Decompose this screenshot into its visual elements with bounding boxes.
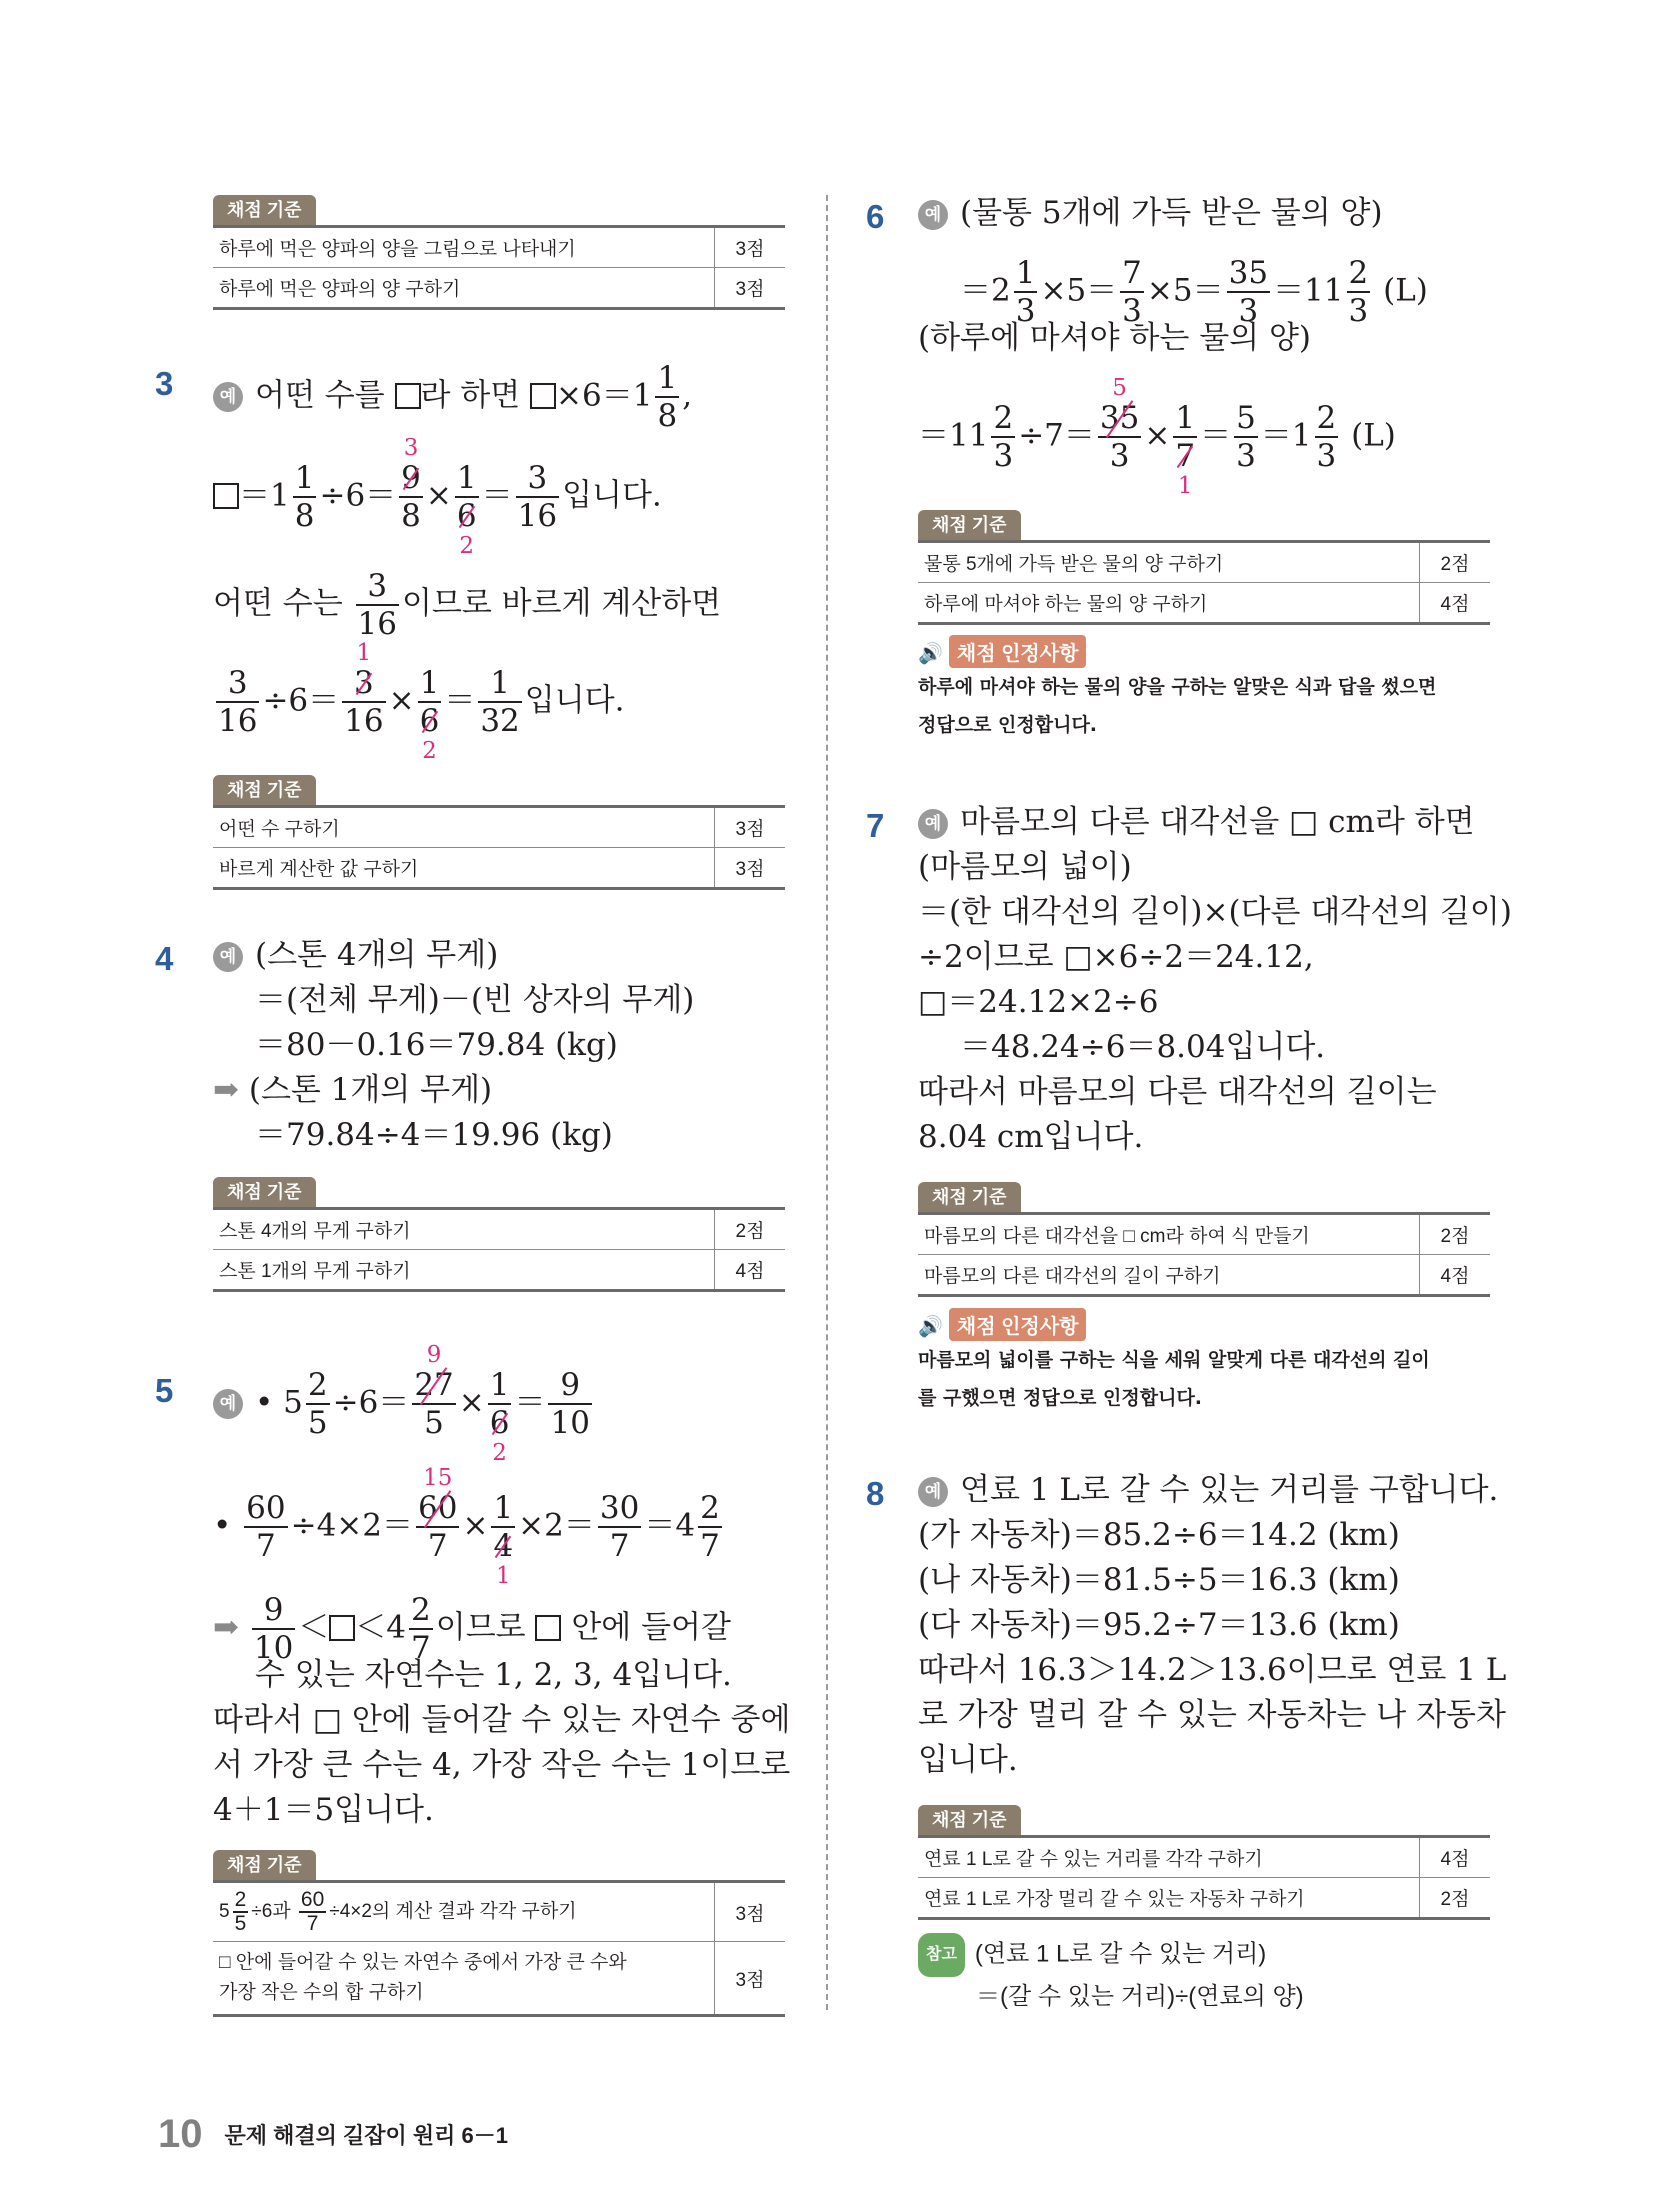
rubric-tag: 채점 기준: [213, 195, 316, 225]
arrow-icon: ➡: [213, 1072, 239, 1108]
q8-line4: (다 자동차)＝95.2÷7＝13.6 (km): [918, 1607, 1400, 1643]
blank-box: [530, 383, 556, 409]
q7-line5: □＝24.12×2÷6: [918, 984, 1159, 1020]
page-number: 10: [158, 2112, 203, 2156]
q7-accept-note: 마름모의 넓이를 구하는 식을 세워 알맞게 다른 대각선의 길이 를 구했으면 정답으로 인정합니다.: [918, 1349, 1430, 1409]
blank-box: [213, 483, 239, 509]
column-divider: [826, 195, 828, 2010]
q6-line3: (하루에 마셔야 하는 물의 양): [918, 320, 1312, 356]
question-number: 5: [155, 1372, 174, 1409]
q3-line1: 예 어떤 수를 라 하면 ×6＝1 $\frac{1}{8}$ ,: [213, 360, 692, 434]
q7-line8: 8.04 cm입니다.: [918, 1119, 1144, 1155]
table-row: 하루에 먹은 양파의 양을 그림으로 나타내기 3점: [213, 227, 785, 268]
blank-box: [395, 383, 421, 409]
q4-line5: ＝79.84÷4＝19.96 (kg): [255, 1117, 613, 1153]
rubric-table-q2: [213, 225, 785, 310]
q7-line7: 따라서 마름모의 다른 대각선의 길이는: [918, 1074, 1437, 1110]
table-row: 연료 1 L로 가장 멀리 갈 수 있는 자동차 구하기 2점: [918, 1878, 1490, 1919]
example-badge: 예: [213, 382, 243, 412]
q6-line2: ＝2 $\frac{1}{3}$ ×5＝ $\frac{7}{3}$ ×5＝ $\frac{35}{3}$ ＝11 $\frac{2}{3}$ (L): [960, 255, 1428, 329]
question-number: 8: [866, 1475, 885, 1512]
q5-line3: ➡ $\frac{9}{10}$ ＜ ＜4 $\frac{2}{7}$ 이므로 안에 들어갈: [213, 1592, 731, 1666]
example-badge: 예: [918, 809, 948, 839]
table-row: 스톤 4개의 무게 구하기 2점: [213, 1209, 785, 1250]
rubric-table-q6: [918, 540, 1490, 625]
q7-line2: (마름모의 넓이): [918, 849, 1132, 885]
rubric-table-q4: [213, 1207, 785, 1292]
table-row: 연료 1 L로 갈 수 있는 거리를 각각 구하기 4점: [918, 1837, 1490, 1878]
blank-box: [535, 1615, 561, 1641]
q8-line7: 입니다.: [918, 1742, 1018, 1778]
table-row: 어떤 수 구하기 3점: [213, 807, 785, 848]
book-title: 문제 해결의 길잡이 원리 6－1: [224, 2123, 508, 2148]
example-badge: 예: [213, 1389, 243, 1419]
rubric-tag: 채점 기준: [213, 775, 316, 805]
table-row: 물통 5개에 가득 받은 물의 양 구하기 2점: [918, 542, 1490, 583]
q5-line6: 서 가장 큰 수는 4, 가장 작은 수는 1이므로: [213, 1747, 791, 1783]
q6-line4: ＝11 $\frac{2}{3}$ ÷7＝ 35 5 3 × 1 7 1 ＝ $\frac{5}{3}$ ＝1 $\frac{2}{3}$ (L): [918, 375, 1396, 499]
q4-line4: ➡ (스톤 1개의 무게): [213, 1072, 493, 1108]
rubric-table-q3: [213, 805, 785, 890]
accept-header: 🔊 채점 인정사항: [918, 635, 1086, 668]
table-row: 바르게 계산한 값 구하기 3점: [213, 848, 785, 889]
q3-line4: $\frac{3}{16}$ ÷6＝ 3 1 16 × 1 6 2 ＝ $\frac{1}{32}$ 입니다.: [218, 640, 625, 764]
q8-note-line1: 참고 (연료 1 L로 갈 수 있는 거리): [918, 1933, 1266, 1977]
q7-line4: ÷2이므로 □×6÷2＝24.12,: [918, 939, 1314, 975]
q5-line5: 따라서 □ 안에 들어갈 수 있는 자연수 중에: [213, 1702, 791, 1738]
table-row: 5 $\frac{2}{5}$ ÷6과 $\frac{60}{7}$ ÷4×2의 계산 결과 각각 구하기 3점: [213, 1882, 785, 1942]
q3-line2: ＝1 $\frac{1}{8}$ ÷6＝ 9 3 8 × 1 6 2 ＝ $\frac{3}{16}$ 입니다.: [213, 460, 662, 534]
question-number: 3: [155, 365, 174, 402]
q6-accept-note: 하루에 마셔야 하는 물의 양을 구하는 알맞은 식과 답을 썼으면 정답으로 인정합니다.: [918, 676, 1437, 736]
rubric-tag: 채점 기준: [213, 1177, 316, 1207]
q4-line3: ＝80－0.16＝79.84 (kg): [255, 1027, 618, 1063]
q7-line6: ＝48.24÷6＝8.04입니다.: [960, 1029, 1326, 1065]
accept-header: 🔊 채점 인정사항: [918, 1308, 1086, 1341]
rubric-tag: 채점 기준: [918, 510, 1021, 540]
page-footer: [158, 2112, 508, 2157]
q8-line3: (나 자동차)＝81.5÷5＝16.3 (km): [918, 1562, 1400, 1598]
q6-line1: 예 (물통 5개에 가득 받은 물의 양): [918, 193, 1383, 233]
speaker-icon: 🔊: [918, 1316, 943, 1338]
rubric-tag: 채점 기준: [918, 1805, 1021, 1835]
q4-line1: 예 (스톤 4개의 무게): [213, 935, 498, 975]
note-badge: 참고: [918, 1933, 965, 1977]
example-badge: 예: [918, 200, 948, 230]
q7-line1: 예 마름모의 다른 대각선을 □ cm라 하면: [918, 802, 1475, 842]
q8-line1: 예 연료 1 L로 갈 수 있는 거리를 구합니다.: [918, 1470, 1498, 1510]
q8-line6: 로 가장 멀리 갈 수 있는 자동차는 나 자동차: [918, 1697, 1506, 1733]
speaker-icon: 🔊: [918, 643, 943, 665]
q3-line3: 어떤 수는 $\frac{3}{16}$ 이므로 바르게 계산하면: [213, 568, 722, 642]
q7-line3: ＝(한 대각선의 길이)×(다른 대각선의 길이): [918, 894, 1512, 930]
blank-box: [329, 1615, 355, 1641]
q8-line2: (가 자동차)＝85.2÷6＝14.2 (km): [918, 1517, 1400, 1553]
q5-line1: 예 • 5 $\frac{2}{5}$ ÷6＝ 27 9 5 × 1 6 2 ＝ $\frac{9}{10}$: [213, 1367, 595, 1441]
question-number: 7: [866, 807, 885, 844]
rubric-table-q5: [213, 1880, 785, 2017]
question-number: 4: [155, 940, 174, 977]
rubric-tag: 채점 기준: [918, 1182, 1021, 1212]
rubric-tag: 채점 기준: [213, 1850, 316, 1880]
example-badge: 예: [918, 1477, 948, 1507]
table-row: 하루에 먹은 양파의 양 구하기 3점: [213, 268, 785, 309]
rubric-table-q8: [918, 1835, 1490, 1920]
q5-line2: • $\frac{60}{7}$ ÷4×2＝ 60 15 7 × 1 4 1 ×2＝ $\frac{30}{7}$ ＝4 $\frac{2}{7}$: [213, 1465, 720, 1589]
table-row: 마름모의 다른 대각선의 길이 구하기 4점: [918, 1255, 1490, 1296]
q5-line4: 수 있는 자연수는 1, 2, 3, 4입니다.: [255, 1657, 732, 1693]
q5-line7: 4＋1＝5입니다.: [213, 1792, 434, 1828]
table-row: □ 안에 들어갈 수 있는 자연수 중에서 가장 큰 수와 가장 작은 수의 합 구하기 3점: [213, 1942, 785, 2016]
example-badge: 예: [213, 942, 243, 972]
rubric-table-q7: [918, 1212, 1490, 1297]
q4-line2: ＝(전체 무게)－(빈 상자의 무게): [255, 982, 695, 1018]
question-number: 6: [866, 198, 885, 235]
q8-note-line2: ＝(갈 수 있는 거리)÷(연료의 양): [976, 1983, 1304, 2010]
arrow-icon: ➡: [213, 1609, 239, 1646]
q8-line5: 따라서 16.3＞14.2＞13.6이므로 연료 1 L: [918, 1652, 1507, 1688]
table-row: 하루에 마셔야 하는 물의 양 구하기 4점: [918, 583, 1490, 624]
table-row: 마름모의 다른 대각선을 □ cm라 하여 식 만들기 2점: [918, 1214, 1490, 1255]
table-row: 스톤 1개의 무게 구하기 4점: [213, 1250, 785, 1291]
